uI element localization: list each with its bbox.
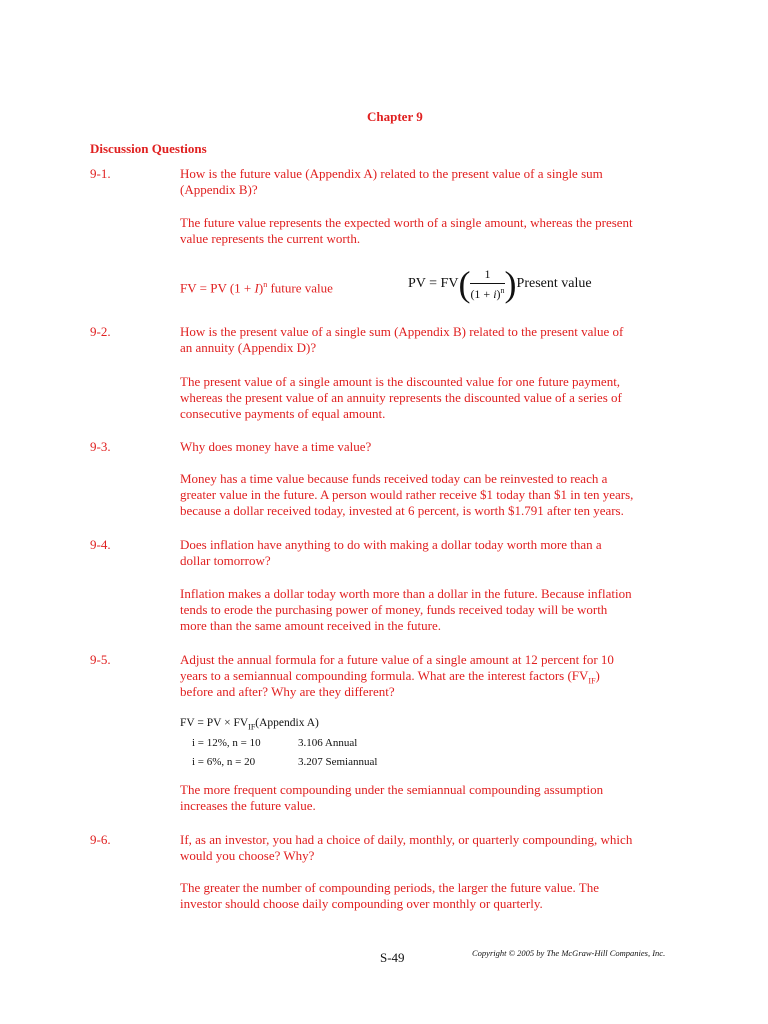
answer-9-6-line1: The greater the number of compounding periods, the larger the future value. The [180, 880, 599, 895]
question-9-5-line2: years to a semiannual compounding formula. What are the interest factors $(FV_{IF})$ [180, 668, 600, 686]
factor-row-semiannual-label: i = 6%, n = 20 [192, 756, 256, 768]
answer-9-4-line1: Inflation makes a dollar today worth more than a dollar in the future. Because inflation [180, 586, 632, 601]
pv-formula-prefix: PV = FV [408, 276, 459, 291]
question-9-6-line2: would you choose? Why? [180, 848, 315, 863]
question-number-9-4: 9-4. [90, 537, 111, 552]
answer-9-3-line3: because a dollar received today, invested at 6 percent, is worth $1.791 after ten years. [180, 503, 624, 518]
question-number-9-2: 9-2. [90, 324, 111, 339]
fv-formula-left: FV = PV (1 + [180, 280, 255, 296]
answer-9-3-line2: greater value in the future. A person would rather receive $1 today than $1 in ten years, [180, 487, 634, 502]
question-9-4-line2: dollar tomorrow? [180, 553, 271, 568]
pv-formula [408, 262, 592, 306]
factor-row-annual-label: i = 12%, n = 10 [192, 737, 261, 749]
fv-formula: FV = PV $(1 + I)^n$ future value [180, 280, 333, 296]
question-9-1-line1: How is the future value (Appendix A) related to the present value of a single sum [180, 166, 603, 181]
answer-9-2-line1: The present value of a single amount is the discounted value for one future payment, [180, 374, 621, 389]
answer-9-6-line2: investor should choose daily compounding over monthly or quarterly. [180, 896, 543, 911]
question-9-5-line1: Adjust the annual formula for a future value of a single amount at 12 percent for 10 [180, 652, 614, 667]
pv-fraction-numerator: 1 [470, 267, 504, 284]
answer-9-2-line2: whereas the present value of an annuity represents the discounted value of a series of [180, 390, 622, 405]
fv-formula-sup: n [263, 280, 268, 289]
question-9-1-line2: (Appendix B)? [180, 182, 258, 197]
question-number-9-5: 9-5. [90, 652, 111, 667]
fv-if-formula: FV = PV × $FV_{IF}(Appendix$ A) [180, 717, 319, 732]
chapter-title: Chapter 9 [367, 109, 423, 124]
fv-formula-right: future value [267, 280, 333, 296]
answer-9-5-line2: increases the future value. [180, 798, 316, 813]
question-number-9-6: 9-6. [90, 832, 111, 847]
answer-9-1-line1: The future value represents the expected worth of a single amount, whereas the present [180, 215, 633, 230]
page-number: S-49 [380, 950, 405, 965]
question-number-9-1: 9-1. [90, 166, 111, 181]
question-9-4-line1: Does inflation have anything to do with making a dollar today worth more than a [180, 537, 602, 552]
answer-9-5-line1: The more frequent compounding under the semiannual compounding assumption [180, 782, 604, 797]
pv-formula-suffix: Present value [516, 276, 592, 291]
copyright-notice: Copyright © 2005 by The McGraw-Hill Companies, Inc. [472, 948, 666, 958]
pv-fraction-denominator: $(1 + i)^n$ [470, 285, 505, 301]
answer-9-4-line2: tends to erode the purchasing power of money, funds received today will be worth [180, 602, 608, 617]
answer-9-1-line2: value represents the current worth. [180, 231, 361, 246]
factor-row-semiannual-value: 3.207 Semiannual [298, 756, 378, 768]
answer-9-2-line3: consecutive payments of equal amount. [180, 406, 386, 421]
question-9-5-line3: before and after? Why are they different? [180, 684, 395, 699]
right-paren: ) [504, 264, 517, 304]
question-9-3-line1: Why does money have a time value? [180, 439, 372, 454]
fv-formula-i: I [254, 280, 259, 296]
question-9-2-line2: an annuity (Appendix D)? [180, 340, 317, 355]
answer-9-4-line3: more than the same amount received in the future. [180, 618, 441, 633]
left-paren: ( [458, 264, 471, 304]
pv-fraction [470, 267, 504, 302]
section-heading: Discussion Questions [90, 141, 207, 156]
factor-row-annual-value: 3.106 Annual [298, 737, 358, 749]
question-number-9-3: 9-3. [90, 439, 111, 454]
question-9-6-line1: If, as an investor, you had a choice of daily, monthly, or quarterly compounding, which [180, 832, 633, 847]
question-9-2-line1: How is the present value of a single sum (Appendix B) related to the present value of [180, 324, 624, 339]
answer-9-3-line1: Money has a time value because funds received today can be reinvested to reach a [180, 471, 608, 486]
